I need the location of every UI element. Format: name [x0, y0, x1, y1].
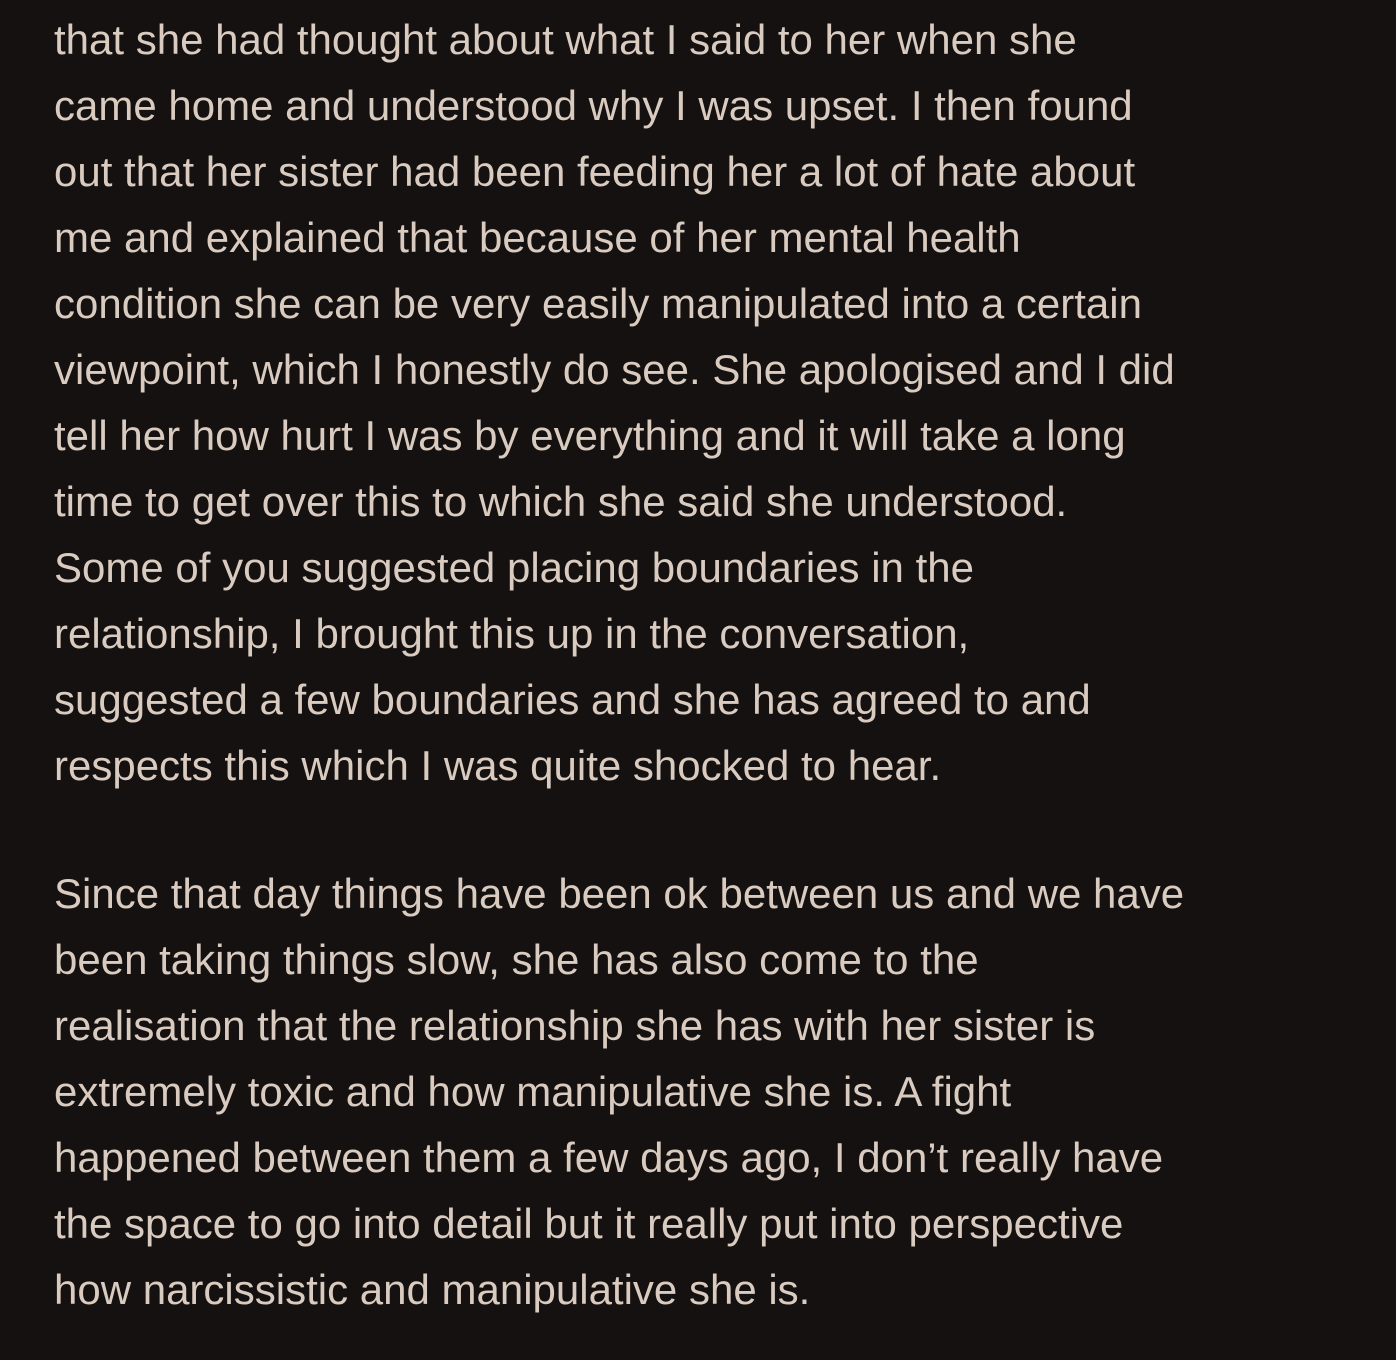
text-line: happened between them a few days ago, I don’t really have: [54, 1134, 1164, 1181]
text-line: time to get over this to which she said she understood.: [54, 478, 1068, 525]
text-line: how narcissistic and manipulative she is.: [54, 1266, 811, 1313]
text-line: been taking things slow, she has also come to the: [54, 936, 979, 983]
text-line: tell her how hurt I was by everything and it will take a long: [54, 412, 1126, 459]
post-paragraph-2: [54, 861, 1356, 1323]
text-line: realisation that the relationship she has with her sister is: [54, 1002, 1096, 1049]
text-line: that she had thought about what I said to her when she: [54, 16, 1077, 63]
text-line: condition she can be very easily manipulated into a certain: [54, 280, 1142, 327]
text-line: relationship, I brought this up in the conversation,: [54, 610, 970, 657]
text-line: out that her sister had been feeding her a lot of hate about: [54, 148, 1136, 195]
text-line: Since that day things have been ok between us and we have: [54, 870, 1185, 917]
text-line: extremely toxic and how manipulative she is. A fight: [54, 1068, 1012, 1115]
text-line: respects this which I was quite shocked to hear.: [54, 742, 942, 789]
text-line: suggested a few boundaries and she has agreed to and: [54, 676, 1091, 723]
text-line: viewpoint, which I honestly do see. She apologised and I did: [54, 346, 1175, 393]
text-line: Some of you suggested placing boundaries in the: [54, 544, 974, 591]
post-paragraph-1: [54, 7, 1356, 799]
text-line: the space to go into detail but it really put into perspective: [54, 1200, 1124, 1247]
text-line: came home and understood why I was upset. I then found: [54, 82, 1133, 129]
text-line: me and explained that because of her mental health: [54, 214, 1021, 261]
